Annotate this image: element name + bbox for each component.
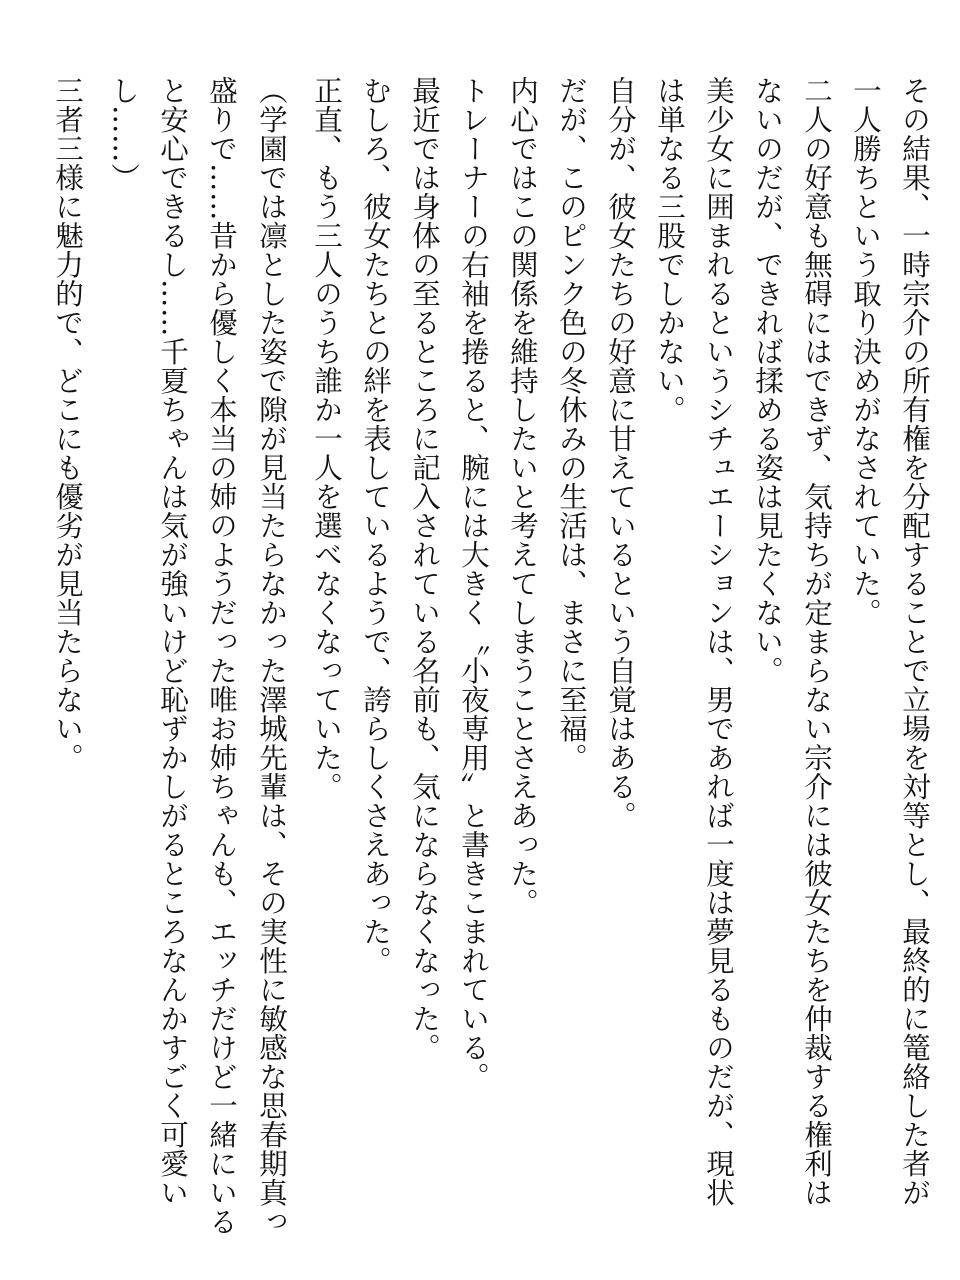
text-line: は単なる三股でしかない。 [653,76,686,424]
text-line: トレーナーの右袖を捲ると、腕には大きく〝小夜専用〟と書きこまれている。 [457,76,490,1091]
text-line: 美少女に囲まれるというシチュエーションは、男であれば一度は夢見るものだが、現状 [702,76,735,1207]
text-line: 盛りで……昔から優しく本当の姉のようだった唯お姉ちゃんも、エッチだけど一緒にいる [205,76,238,1236]
text-line: だが、このピンク色の冬休みの生活は、まさに至福。 [555,76,588,772]
text-line: 一人勝ちという取り決めがなされていた。 [849,76,882,627]
text-line: その結果、一時宗介の所有権を分配することで立場を対等とし、最終的に篭絡した者が [898,76,931,1207]
text-line: 最近では身体の至るところに記入されている名前も、気にならなくなった。 [408,76,441,1062]
text-line: 正直、もう三人のうち誰か一人を選べなくなっていた。 [310,76,343,801]
text-line: むしろ、彼女たちとの絆を表しているようで、誇らしくさえあった。 [359,76,392,975]
text-line: し……） [107,76,140,192]
text-line: 内心ではこの関係を維持したいと考えてしまうことさえあった。 [506,76,539,917]
text-line: （学園では凛とした姿で隙が見当たらなかった澤城先輩は、その実性に敏感な思春期真っ [255,76,288,1236]
text-line: と安心できるし……千夏ちゃんは気が強いけど恥ずかしがるところなんかすごく可愛い [156,76,189,1207]
text-line: 三者三様に魅力的で、どこにも優劣が見当たらない。 [51,76,84,772]
text-line: ないのだが、できれば揉める姿は見たくない。 [751,76,784,685]
text-line: 二人の好意も無碍にはできず、気持ちが定まらない宗介には彼女たちを仲裁する権利は [800,76,833,1207]
text-line: 自分が、彼女たちの好意に甘えているという自覚はある。 [604,76,637,830]
